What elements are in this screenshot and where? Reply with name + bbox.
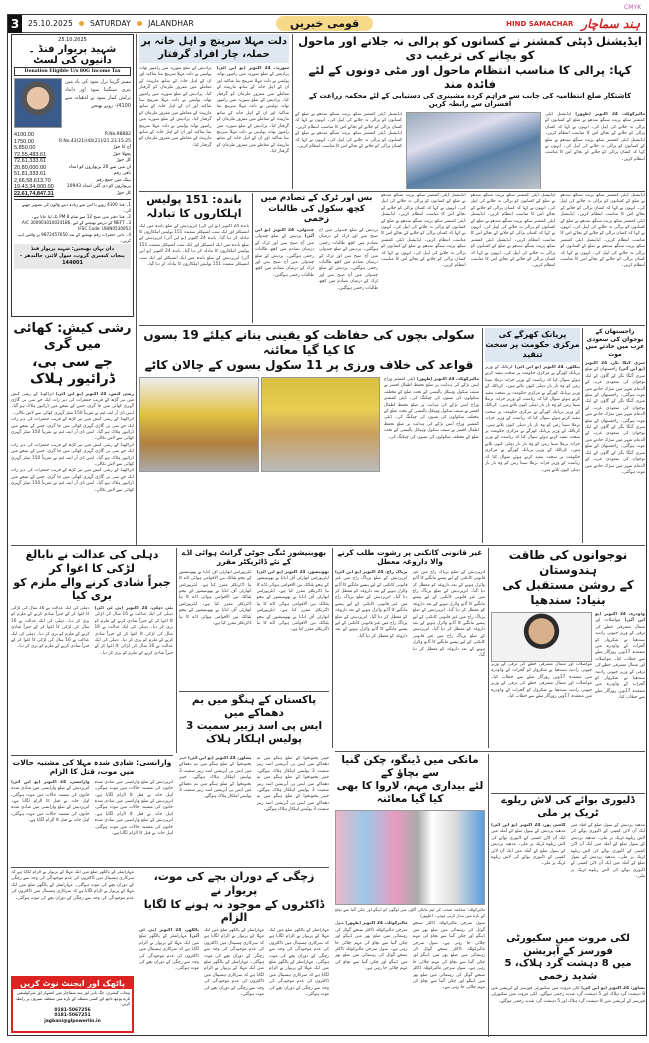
tax-eligibility-note: Donation Eligible U/s 80G Income Tax [14,67,131,76]
article-lakki-marwat: لکی مروت میں سکیورٹی فورسز کے آپریشن میں 8 دہشت گرد ہلاک، 5 شدید زخمی پشاور، 24 اکتوبر (یو این آئی) لکی مروت میں سکیورٹی فورسز کے آپریشن میں 8 دہشت گرد ہلاک اور 5 دہشت گرد شدید زخمی ہوگئے۔ لکی مروت میں سکیورٹی فورسز کے آپریشن میں 8 دہشت گرد ہلاک اور 5 دہشت گرد شدید زخمی ہوگئے۔ [491,933,645,1004]
article-rishikesh [11,321,134,521]
fund-date: 25.10.2025 [58,37,87,43]
article-pakistan-body: خیبر پختونخوا کے ضلع ہنگو میں بم دھماکے میں ایس پی آپریشن اسد زبیر سمیت 3 پولیس اہلکار ہلاک ہوگئے۔ خیبر پختونخوا کے ضلع ہنگو میں بم دھماکے میں ایس پی آپریشن اسد زبیر سمیت 3 پولیس اہلکار ہلاک ہوگئے۔ خیبر پختونخوا کے ضلع ہنگو میں بم دھماکے میں ایس پی آپریشن اسد زبیر سمیت 3 پولیس اہلکار ہلاک ہوگئے۔ پشاور، 24 اکتوبر (یو این آئی) خیبر پختونخوا کے ضلع ہنگو میں بم دھماکے میں ایس پی آپریشن اسد زبیر سمیت 3 پولیس اہلکار ہلاک ہوگئے۔ خیبر پختونخوا کے ضلع ہنگو میں بم دھماکے میں ایس پی آپریشن اسد زبیر سمیت 3 پولیس اہلکار ہلاک ہوگئے۔ [179,756,329,813]
article-bus-truck: بس اور ٹرک کے تصادم میں کچھ سکول کی طالبات زخمی پردیش کے ضلع چندولی میں آج صبح بس اور ٹرک کے درمیان تصادم میں کچھ طالبات زخمی ہوگئیں۔ پردیش کے ضلع چندولی میں آج صبح بس اور ٹرک کے درمیان تصادم میں کچھ طالبات زخمی ہوگئیں۔ پردیش کے ضلع چندولی میں آج صبح بس اور ٹرک کے درمیان تصادم میں کچھ طالبات زخمی ہوگئیں۔ چندولی، 24 اکتوبر (یو این آئی) پردیش کے ضلع چندولی میں آج صبح بس اور ٹرک کے درمیان تصادم میں کچھ طالبات زخمی ہوگئیں۔ پردیش کے ضلع چندولی میں آج صبح بس اور ٹرک کے درمیان تصادم میں کچھ طالبات زخمی ہوگئیں۔ [255,193,378,291]
page-number: 3 [8,15,22,33]
headline: پاکستان کے ہنگو میں بم دھماکے میں [191,694,317,720]
article-pakistan-hangu [179,694,329,754]
headline: ایڈیشنل ڈپٹی کمشنر نے کسانوں کو پرالی نہ جلانے اور ماحول کو بچانے کی ترغیب دی [298,34,642,63]
ledger-row: 72,55,483.61 پچھلا جوڑ [14,151,131,158]
article-body-cont: اتراکھنڈ کے رشی کیش میں نیر گڑھ کے قریب جمعرات کی دیر رات ایک جے سی بی گاڑی گہری کھائی میں جا گری، جس کے نتیجے میں ڈرائیور ہلاک ہو گیا۔ ایس ڈی آر ایف ٹیم نے تقریباً 150 میٹر گہری کھائی سے لاش نکالی۔ [11,417,134,442]
headline: باندہ: 151 پولیس [146,193,242,206]
print-mark: CMYK [624,4,641,11]
ledger-row: 72,61,333.61 کل جوڑ [14,158,131,164]
article-bhubaneswar: بھوبنیشور ٹنگی جوٹی گرانٹ ہوائی اڈے کے نئے ڈائریکٹر مقرر بھونیشور، 24 اکتوبر (یو این آئی) ایئرپورٹس اتھارٹی آف انڈیا نے بھوبنیشور کے بیجو پٹنائک بین الاقوامی ہوائی اڈے کا نیا ڈائریکٹر مقرر کیا ہے۔ ایئرپورٹس اتھارٹی آف انڈیا نے بھوبنیشور کے بیجو پٹنائک بین الاقوامی ہوائی اڈے کا نیا ڈائریکٹر مقرر کیا ہے۔ ایئرپورٹس اتھارٹی آف انڈیا نے بھوبنیشور کے بیجو پٹنائک بین الاقوامی ہوائی اڈے کا نیا ڈائریکٹر مقرر کیا ہے۔ ایئرپورٹس اتھارٹی آف انڈیا نے بھوبنیشور کے بیجو پٹنائک بین الاقوامی ہوائی اڈے کا نیا ڈائریکٹر مقرر کیا ہے۔ ایئرپورٹس اتھارٹی آف انڈیا نے بھوبنیشور کے بیجو پٹنائک بین الاقوامی ہوائی اڈے کا نیا ڈائریکٹر مقرر کیا ہے۔ ایئرپورٹس اتھارٹی آف انڈیا نے بھوبنیشور کے بیجو پٹنائک بین الاقوامی ہوائی اڈے کا نیا ڈائریکٹر مقرر کیا ہے۔ [179,548,329,633]
issue-date: 25.10.2025 [28,19,73,28]
ledger-row: 2,66,58,613.70 بینک میں جمع رقم [14,177,131,184]
school-bus-inspection-photo [261,377,381,472]
article-school-bus [139,328,479,538]
donor-photo [14,78,62,128]
article-sarpanch [139,34,289,189]
headline: رشی کیش: کھائی میں گری [13,321,132,353]
article-body-cont: اتراکھنڈ کے رشی کیش میں نیر گڑھ کے قریب جمعرات کی دیر رات ایک جے سی بی گاڑی گہری کھائی میں جا گری، جس کے نتیجے میں ڈرائیور ہلاک ہو گیا۔ ایس ڈی آر ایف ٹیم نے تقریباً 150 میٹر گہری کھائی سے لاش نکالی۔ [11,442,134,467]
article-body-cont: اتراکھنڈ کے رشی کیش میں نیر گڑھ کے قریب جمعرات کی دیر رات ایک جے سی بی گاڑی گہری کھائی میں جا گری، جس کے نتیجے میں ڈرائیور ہلاک ہو گیا۔ ایس ڈی آر ایف ٹیم نے تقریباً 150 میٹر گہری کھائی سے لاش نکالی۔ [11,468,134,493]
headline: ڈاکٹروں کے موجود نہ ہونے کا لگایا الزام [143,897,325,925]
masthead [8,15,646,33]
phone-number[interactable]: 0181-5067256 [54,1007,91,1013]
article-body-cont: ایڈیشنل ڈپٹی کمشنر سکھ پریت سنگھ سدھو نے ضلع کے کسانوں کو پرالی نہ جلانے کی اپیل کی۔ انہوں نے کہا کہ کسان پرالی کو جلانے کے بجائے اس کا مناسب انتظام کریں۔ ایڈیشنل ڈپٹی کمشنر سکھ پریت سنگھ سدھو نے ضلع کے کسانوں کو پرالی نہ جلانے کی اپیل کی۔ انہوں نے کہا کہ کسان پرالی کو جلانے کے بجائے اس کا مناسب انتظام کریں۔ [295,112,402,150]
article-rajasthan-youth: راجستھان کے نوجوان کی سعودی عرب میں حادثے میں موت سری گنگا نگر، 24 اکتوبر (یو این آئی) راجستھان کے ضلع سری گنگا نگر کے گاؤں کے ایک نوجوان کی سعودی عرب کے الدمام شہر میں سڑک حادثے میں موت ہوگئی۔ راجستھان کے ضلع سری گنگا نگر کے گاؤں کے ایک نوجوان کی سعودی عرب کے الدمام شہر میں سڑک حادثے میں موت ہوگئی۔ راجستھان کے ضلع سری گنگا نگر کے گاؤں کے ایک نوجوان کی سعودی عرب کے الدمام شہر میں سڑک حادثے میں موت ہوگئی۔ راجستھان کے ضلع سری گنگا نگر کے گاؤں کے ایک نوجوان کی سعودی عرب کے الدمام شہر میں سڑک حادثے میں موت ہوگئی۔ [585,328,645,475]
ledger-row: 22,61,74,847.31 کل جوڑ [14,190,131,197]
headline: لکی مروت میں سکیورٹی فورسز کے آپریشن [506,933,630,957]
article-stubble [295,34,645,189]
phone-number[interactable]: 0181-5067251 [54,1013,91,1019]
headline: جے سی بی، ڈرائیور ہلاک [30,353,115,387]
separator-dot-icon [79,21,84,26]
fund-footer: دان یہاں بھیجیں: شہید پریوار فنڈ پنجاب کیسری گروپ، سول لائنز، جالندھر - 144001 [14,244,131,269]
article-delivery-boy: ڈلیوری بوائے کی لاش ریلوے ٹریک پر ملی مدھیہ پردیش کے بیتول ضلع کے آملہ میں ایک آن لائن کمپنی کے ڈلیوری بوائے کی لاش ریلوے ٹریک پر ملی۔ مدھیہ پردیش کے بیتول ضلع کے آملہ میں ایک آن لائن کمپنی کے ڈلیوری بوائے کی لاش ریلوے ٹریک پر ملی۔ مدھیہ پردیش کے بیتول ضلع کے آملہ میں ایک آن لائن کمپنی کے ڈلیوری بوائے کی لاش ریلوے ٹریک پر ملی۔ کاشی پور، 24 اکتوبر (یو این آئی) مدھیہ پردیش کے بیتول ضلع کے آملہ میں ایک آن لائن کمپنی کے ڈلیوری بوائے کی لاش ریلوے ٹریک پر ملی۔ مدھیہ پردیش کے بیتول ضلع کے آملہ میں ایک آن لائن کمپنی کے ڈلیوری بوائے کی لاش ریلوے ٹریک پر ملی۔ [491,795,645,880]
article-continued: مہاراشٹر کے پالگھر ضلع میں ایک مہلا کے پریوار نے الزام لگایا ہے کہ سرکاری ہسپتال میں ڈاکٹروں کی عدم موجودگی کی وجہ سے زچگی کے دوران بچے کی موت ہوگئی۔ مہاراشٹر کے پالگھر ضلع میں ایک مہلا کے پریوار نے الزام لگایا ہے کہ سرکاری ہسپتال میں ڈاکٹروں کی عدم موجودگی کی وجہ سے زچگی کے دوران بچے کی موت ہوگئی۔ [11,870,134,901]
headline: ایس پی اسد زبیر سمیت 3 پولیس اہلکار ہلاک [185,720,323,746]
fund-instructions: 1۔ فنڈ 4100 روپے یا اس سے زیادہ دینے والوں کی تصویر چھپے گی۔ 2۔ فنڈ دفتر میں صبح 12 سے شام 8 PM تک لیا جاتا ہے۔ 3۔ NEFT کے ذریعے بھیجنے کے لیے A/C 300903010024186, IFSC Code: UBIN0530952 4۔ دانی حضرات رقم بھیجنے کے بعد 9872457650 پر واٹس ایپ کریں۔ [14,199,131,244]
headline: سکولی بچوں کی حفاظت کو یقینی بنانے کیلئے 19 بسوں کا کیا گیا معائنہ [143,328,475,357]
article-kanungo-suspended: غیر قانونی کانکنی پر رشوت طلب کرنے والا داروغہ معطل اترپردیش کے ضلع پریاگ راج میں غیر قانونی کانکنی کے لیے پیسے مانگنے کا آڈیو وائرل ہونے کے بعد داروغہ کو معطل کر دیا گیا۔ اترپردیش کے ضلع پریاگ راج میں غیر قانونی کانکنی کے لیے پیسے مانگنے کا آڈیو وائرل ہونے کے بعد داروغہ کو معطل کر دیا گیا۔ اترپردیش کے ضلع پریاگ راج میں غیر قانونی کانکنی کے لیے پیسے مانگنے کا آڈیو وائرل ہونے کے بعد داروغہ کو معطل کر دیا گیا۔ اترپردیش کے ضلع پریاگ راج میں غیر قانونی کانکنی کے لیے پیسے مانگنے کا آڈیو وائرل ہونے کے بعد داروغہ کو معطل کر دیا گیا۔ پریاگ راج، 24 اکتوبر (یو این آئی) اترپردیش کے ضلع پریاگ راج میں غیر قانونی کانکنی کے لیے پیسے مانگنے کا آڈیو وائرل ہونے کے بعد داروغہ کو معطل کر دیا گیا۔ اترپردیش کے ضلع پریاگ راج میں غیر قانونی کانکنی کے لیے پیسے مانگنے کا آڈیو وائرل ہونے کے بعد داروغہ کو معطل کر دیا گیا۔ اترپردیش کے ضلع پریاگ راج میں غیر قانونی کانکنی کے لیے پیسے مانگنے کا آڈیو وائرل ہونے کے بعد داروغہ کو معطل کر دیا گیا۔ [335,548,485,659]
headline: جبراً شادی کرنے والے ملزم کو بری کیا [13,575,171,603]
article-delhi-court: دہلی کی عدالت نے نابالغ لڑکی کا اغوا کر جبراً شادی کرنے والے ملزم کو بری کیا نئی دہلی، 24 اکتوبر (پی ٹی آئی) دہلی کی ایک عدالت نے 16 سال کی لڑکی کا اغوا کر کے جبراً شادی کرنے کے ملزم کو بری کر دیا۔ دہلی کی ایک عدالت نے 16 سال کی لڑکی کا اغوا کر کے جبراً شادی کرنے کے ملزم کو بری کر دیا۔ دہلی کی ایک عدالت نے 16 سال کی لڑکی کا اغوا کر کے جبراً شادی کرنے کے ملزم کو بری کر دیا۔ دہلی کی ایک عدالت نے 16 سال کی لڑکی کا اغوا کر کے جبراً شادی کرنے کے ملزم کو بری کر دیا۔ دہلی کی ایک عدالت نے 16 سال کی لڑکی کا اغوا کر کے جبراً شادی کرنے کے ملزم کو بری کر دیا۔ دہلی کی ایک عدالت نے 16 سال کی لڑکی کا اغوا کر کے جبراً شادی کرنے کے ملزم کو بری کر دیا۔ [11,548,173,656]
headline: مانکی میں ڈینگو، چکن گنیا سے بچاؤ کے [341,754,479,780]
article-body: مالیرکوٹلہ، 24 اکتوبر (طہور) ڈپٹی کمشنر وراج ایس تڑکے کی ہدایت پر ضلع تحفظ اطفال افسر نے سیف سکول وہیکل پالیسی کے تحت ضلع کے مختلف سکولوں کی بسوں کی چیکنگ کی۔ ڈپٹی کمشنر وراج ایس تڑکے کی ہدایت پر ضلع تحفظ اطفال افسر نے سیف سکول وہیکل پالیسی کے تحت ضلع کے مختلف سکولوں کی بسوں کی چیکنگ کی۔ ڈپٹی کمشنر وراج ایس تڑکے کی ہدایت پر ضلع تحفظ اطفال افسر نے سیف سکول وہیکل پالیسی کے تحت ضلع کے مختلف سکولوں کی بسوں کی چیکنگ کی۔ [384,377,479,440]
article-stubble-continued: ایڈیشنل ڈپٹی کمشنر سکھ پریت سنگھ سدھو نے ضلع کے کسانوں کو پرالی نہ جلانے کی اپیل کی۔ انہوں نے کہا کہ کسان پرالی کو جلانے کے بجائے اس کا مناسب انتظام کریں۔ ایڈیشنل ڈپٹی کمشنر سکھ پریت سنگھ سدھو نے ضلع کے کسانوں کو پرالی نہ جلانے کی اپیل کی۔ انہوں نے کہا کہ کسان پرالی کو جلانے کے بجائے اس کا مناسب انتظام کریں۔ ایڈیشنل ڈپٹی کمشنر سکھ پریت سنگھ سدھو نے ضلع کے کسانوں کو پرالی نہ جلانے کی اپیل کی۔ انہوں نے کہا کہ کسان پرالی کو جلانے کے بجائے اس کا مناسب انتظام کریں۔ ایڈیشنل ڈپٹی کمشنر سکھ پریت سنگھ سدھو نے ضلع کے کسانوں کو پرالی نہ جلانے کی اپیل کی۔ انہوں نے کہا کہ کسان پرالی کو جلانے کے بجائے اس کا مناسب انتظام کریں۔ ایڈیشنل ڈپٹی کمشنر سکھ پریت سنگھ سدھو نے ضلع کے کسانوں کو پرالی نہ جلانے کی اپیل کی۔ انہوں نے کہا کہ کسان پرالی کو جلانے کے بجائے اس کا مناسب انتظام کریں۔ ایڈیشنل ڈپٹی کمشنر سکھ پریت سنگھ سدھو نے ضلع کے کسانوں کو پرالی نہ جلانے کی اپیل کی۔ انہوں نے کہا کہ کسان پرالی کو جلانے کے بجائے اس کا مناسب انتظام کریں۔ ایڈیشنل ڈپٹی کمشنر سکھ پریت سنگھ سدھو نے ضلع کے کسانوں کو پرالی نہ جلانے کی اپیل کی۔ انہوں نے کہا کہ کسان پرالی کو جلانے کے بجائے اس کا مناسب انتظام کریں۔ ایڈیشنل ڈپٹی کمشنر سکھ پریت سنگھ سدھو نے ضلع کے کسانوں کو پرالی نہ جلانے کی اپیل کی۔ انہوں نے کہا کہ کسان پرالی کو جلانے کے بجائے اس کا مناسب انتظام کریں۔ ایڈیشنل ڈپٹی کمشنر سکھ پریت سنگھ سدھو نے ضلع کے کسانوں کو پرالی نہ جلانے کی اپیل کی۔ انہوں نے کہا کہ کسان پرالی کو جلانے کے بجائے اس کا مناسب انتظام کریں۔ [381,193,645,269]
article-childbirth-death: زچگی کے دوران بچے کی موت، پریوار نے ڈاکٹروں کے موجود نہ ہونے کا لگایا الزام مہاراشٹر کے پالگھر ضلع میں ایک مہلا کے پریوار نے الزام لگایا ہے کہ سرکاری ہسپتال میں ڈاکٹروں کی عدم موجودگی کی وجہ سے زچگی کے دوران بچے کی موت ہوگئی۔ مہاراشٹر کے پالگھر ضلع میں ایک مہلا کے پریوار نے الزام لگایا ہے کہ سرکاری ہسپتال میں ڈاکٹروں کی عدم موجودگی کی وجہ سے زچگی کے دوران بچے کی موت ہوگئی۔ مہاراشٹر کے پالگھر ضلع میں ایک مہلا کے پریوار نے الزام لگایا ہے کہ سرکاری ہسپتال میں ڈاکٹروں کی عدم موجودگی کی وجہ سے زچگی کے دوران بچے کی موت ہوگئی۔ مہاراشٹر کے پالگھر ضلع میں ایک مہلا کے پریوار نے الزام لگایا ہے کہ سرکاری ہسپتال میں ڈاکٹروں کی عدم موجودگی کی وجہ سے زچگی کے دوران بچے کی موت ہوگئی۔ پالگھر، 24 اکتوبر (پی ٹی آئی) مہاراشٹر کے پالگھر ضلع میں ایک مہلا کے پریوار نے الزام لگایا ہے کہ سرکاری ہسپتال میں ڈاکٹروں کی عدم موجودگی کی وجہ سے زچگی کے دوران بچے کی موت ہوگئی۔ [139,870,329,998]
headline: بھوبنیشور ٹنگی جوٹی گرانٹ ہوائی اڈے کے نئے ڈائریکٹر مقرر [181,548,327,567]
article-body: رشی کیش، 24 اکتوبر (یو این آئی) اتراکھنڈ کے رشی کیش میں نیر گڑھ کے قریب جمعرات کی دیر رات ایک جے سی بی گاڑی گہری کھائی میں جا گری، جس کے نتیجے میں ڈرائیور ہلاک ہو گیا۔ ایس ڈی آر ایف ٹیم نے تقریباً 150 میٹر گہری کھائی سے لاش نکالی۔ [11,391,134,416]
headline: کے روشن مستقبل کی بنیاد: سندھیا [502,578,634,607]
fund-title: شہید پریوار فنڈ ۔ دانیوں کی لسٹ [28,44,117,66]
brand-urdu: ہند سماچار [581,17,640,31]
headline: بس اور ٹرک کے تصادم میں کچھ سکول کی طالبات زخمی [260,193,373,225]
headline: میں 8 دہشت گرد ہلاک، 5 شدید زخمی [504,958,632,982]
article-dengue-awareness: مانکی میں ڈینگو، چکن گنیا سے بچاؤ کے لئے بیداری مہم، لاروا کا بھی کیا گیا معائنہ مالیرکوٹلہ: محکمہ صحت کی ٹیم مانکی گاؤں میں لوگوں کو ڈینگو اور چکن گنیا سے بچاؤ کے بارے میں بیدار کرتی ہوئی۔ (طہور) سول سرجن مالیرکوٹلہ ڈاکٹر سنجے گوئل کی رہنمائی میں ضلع بھر میں ڈینگو اور چکن گنیا سے بچاؤ کی مہم چلائی جا رہی ہے۔ سول سرجن مالیرکوٹلہ ڈاکٹر سنجے گوئل کی رہنمائی میں ضلع بھر میں ڈینگو اور چکن گنیا سے بچاؤ کی مہم چلائی جا رہی ہے۔ سول سرجن مالیرکوٹلہ ڈاکٹر سنجے گوئل کی رہنمائی میں ضلع بھر میں ڈینگو اور چکن گنیا سے بچاؤ کی مہم چلائی جا رہی ہے۔ مالیرکوٹلہ، 24 اکتوبر (طہور) سول سرجن مالیرکوٹلہ ڈاکٹر سنجے گوئل کی رہنمائی میں ضلع بھر میں ڈینگو اور چکن گنیا سے بچاؤ کی مہم چلائی جا رہی ہے۔ سول سرجن مالیرکوٹلہ ڈاکٹر سنجے گوئل کی رہنمائی میں ضلع بھر میں ڈینگو اور چکن گنیا سے بچاؤ کی مہم چلائی جا رہی ہے۔ [335,754,485,991]
section-title: قومی خبریں [276,16,373,31]
separator-dot-icon [137,21,142,26]
headline: اہلکاروں کا تبادلہ [146,206,242,220]
article-scindia: نوجوانوں کی طاقت ہندوستان کے روشن مستقبل کی بنیاد: سندھیا وڈودرہ، 24 اکتوبر (یو این آئی) مواصلات اور شمال مشرقی خطے کی ترقی کے وزیر جیوتی رادتیہ سندھیا نے شکروار کو گجرات کے وڈودرہ میں منعقدہ 17ویں روزگار میلے سے خطاب کیا۔ مواصلات اور شمال مشرقی خطے کی ترقی کے وزیر جیوتی رادتیہ سندھیا نے شکروار کو گجرات کے وڈودرہ میں منعقدہ 17ویں روزگار میلے سے خطاب کیا۔ مواصلات اور شمال مشرقی خطے کی ترقی کے وزیر جیوتی رادتیہ سندھیا نے شکروار کو گجرات کے وڈودرہ میں منعقدہ 17ویں روزگار میلے سے خطاب کیا۔ مواصلات اور شمال مشرقی خطے کی ترقی کے وزیر جیوتی رادتیہ سندھیا نے شکروار کو گجرات کے وڈودرہ میں منعقدہ 17ویں روزگار میلے سے خطاب کیا۔ [491,548,645,701]
headline: لئے بیداری مہم، لاروا کا بھی کیا گیا معائنہ [336,780,484,806]
headline: دہلی کی عدالت نے نابالغ لڑکی کا اغوا کر [25,548,159,575]
scindia-photo [491,612,592,662]
brand-english: HIND SAMACHAR [506,20,574,28]
edition-city: JALANDHAR [148,19,194,28]
brand-logo [506,17,640,31]
newspaper-page [7,14,647,1036]
reader-agent-notice [11,976,134,1033]
health-team-photo [335,810,485,905]
martyr-family-fund-box [11,34,134,317]
ledger-row: 19,43,34,900.00 10943 پریواروں کو دی گئی امداد [14,184,131,190]
ledger-row: 51,81,333.61 باقی رقم [14,171,131,177]
school-bus-inspection-photo [139,377,259,472]
notice-body: پنجاب کیسری، جگ بانی اور ہند سماچار میں اشتہار اور سرکولیشن بارے پوچھ تاچھ اور کسی مسئلہ کے بارے میں متعلقہ نمبروں پر رابطہ کریں: [15,990,130,1006]
ledger-row: 4100.00 R.No.98882 [14,132,131,138]
subheadline: کاشتکار ضلع انتظامیہ کی جانب سے فراہم کردہ مشینری کی دستیابی کے لئے محکمہ زراعت کے افسران سے رابطہ کریں [308,91,632,109]
article-banda [139,193,249,323]
headline: غیر قانونی کانکنی پر رشوت طلب کرنے والا داروغہ معطل [337,548,483,567]
article-body: باندہ 24 اکتوبر (یو این آئی) اترپردیش کے ضلع باندہ میں ایک انسپکٹر اور ایک سب انسپکٹر سمیت 151 پولیس اہلکاروں کا تبادلہ کر دیا گیا۔ باندہ 24 اکتوبر (یو این آئی) اترپردیش کے ضلع باندہ میں ایک انسپکٹر اور ایک سب انسپکٹر سمیت 151 پولیس اہلکاروں کا تبادلہ کر دیا گیا۔ باندہ 24 اکتوبر (یو این آئی) اترپردیش کے ضلع باندہ میں ایک انسپکٹر اور ایک سب انسپکٹر سمیت 151 پولیس اہلکاروں کا تبادلہ کر دیا گیا۔ [139,223,249,267]
donor-caption: مسز گریبا نرل سود کی یاد میں پتری سنگیتا سود اور داماد ترلش کمار سود نے لدھیانہ سے 4100/- روپے بھیجے [65,79,131,109]
headline: زچگی کے دوران بچے کی موت، پریوار نے [153,870,315,897]
headline: قواعد کی خلاف ورزی پر 11 سکول بسوں کے چالان کاٹے [144,358,474,372]
article-body: مالیرکوٹلہ، 24 اکتوبر (طہور) ایڈیشنل ڈپٹی کمشنر سکھ پریت سنگھ سدھو نے ضلع کے کسانوں کو پرالی نہ جلانے کی اپیل کی۔ انہوں نے کہا کہ کسان پرالی کو جلانے کے بجائے اس کا مناسب انتظام کریں۔ ایڈیشنل ڈپٹی کمشنر سکھ پریت سنگھ سدھو نے ضلع کے کسانوں کو پرالی نہ جلانے کی اپیل کی۔ انہوں نے کہا کہ کسان پرالی کو جلانے کے بجائے اس کا مناسب انتظام کریں۔ [545,112,645,162]
email-link[interactable]: jagbani@glpowerlin.in [44,1019,101,1025]
article-body-cont: پرادیش کے ضلع سوریہ میں رامپور تھانہ پولیس نے دلت مہلا سرپنچ نیتا شاکیہ اور ان کے اہل خانہ کے ساتھ مارپیٹ کے معاملے میں مفرور ملزمان کو گرفتار کیا۔ پرادیش کے ضلع سوریہ میں رامپور تھانہ پولیس نے دلت مہلا سرپنچ نیتا شاکیہ اور ان کے اہل خانہ کے ساتھ مارپیٹ کے معاملے میں مفرور ملزمان کو گرفتار کیا۔ پرادیش کے ضلع سوریہ میں رامپور تھانہ پولیس نے دلت مہلا سرپنچ نیتا شاکیہ اور ان کے اہل خانہ کے ساتھ مارپیٹ کے معاملے میں مفرور ملزمان کو گرفتار کیا۔ [139,66,212,148]
ledger-row: 5,850.00 آج کا جوڑ [14,145,131,151]
ledger-row: 20,80,000.00 ان میں سے 20 پریواروں کو امداد [14,164,131,171]
article-varanasi: وارانسی: شادی شدہ مہلا کی مشتبہ حالات میں موت، قتل کا الزام اترپردیش کے ضلع وارانسی میں شادی شدہ خاتون کی مشتبہ حالات میں موت ہوگئی، اہل خانہ نے قتل کا الزام لگایا ہے۔ اترپردیش کے ضلع وارانسی میں شادی شدہ خاتون کی مشتبہ حالات میں موت ہوگئی، اہل خانہ نے قتل کا الزام لگایا ہے۔ اترپردیش کے ضلع وارانسی میں شادی شدہ خاتون کی مشتبہ حالات میں موت ہوگئی، اہل خانہ نے قتل کا الزام لگایا ہے۔ وارانسی، 24 اکتوبر (یو این آئی) اترپردیش کے ضلع وارانسی میں شادی شدہ خاتون کی مشتبہ حالات میں موت ہوگئی، اہل خانہ نے قتل کا الزام لگایا ہے۔ اترپردیش کے ضلع وارانسی میں شادی شدہ خاتون کی مشتبہ حالات میں موت ہوگئی، اہل خانہ نے قتل کا الزام لگایا ہے۔ [11,758,173,836]
headline: دلت مہلا سرپنچ و اہل خانہ پر حملہ، چار افراد گرفتار [139,34,289,63]
notice-title: پاٹھک اور ایجنٹ نوٹ کریں [13,978,132,989]
headline: کہا: پرالی کا مناسب انتظام ماحول اور مٹی دونوں کے لئے فائدہ مند [308,62,632,92]
fund-ledger [14,132,131,197]
ledger-row: 1750.00 R.No.43(21)/44(21)/21.23.15.25 [14,138,131,145]
headline: وارانسی: شادی شدہ مہلا کی مشتبہ حالات میں موت، قتل کا الزام [12,758,172,777]
article-karnataka: پریانک کھرگے کی مرکزی حکومت پر سخت تنقید بنگلور، 24 اکتوبر (یو این آئی) کرناٹک کے وزیر پریانک کھرگے نے مرکزی حکومت پر سخت تنقید کرتے ہوئے سوال کیا کہ ریاست کے وزیر خزانہ نرملا سیتا رمن کو وہ بار بار دہلی کیوں بلاتے ہیں۔ کرناٹک کے وزیر پریانک کھرگے نے مرکزی حکومت پر سخت تنقید کرتے ہوئے سوال کیا کہ ریاست کے وزیر خزانہ نرملا سیتا رمن کو وہ بار بار دہلی کیوں بلاتے ہیں۔ کرناٹک کے وزیر پریانک کھرگے نے مرکزی حکومت پر سخت تنقید کرتے ہوئے سوال کیا کہ ریاست کے وزیر خزانہ نرملا سیتا رمن کو وہ بار بار دہلی کیوں بلاتے ہیں۔ کرناٹک کے وزیر پریانک کھرگے نے مرکزی حکومت پر سخت تنقید کرتے ہوئے سوال کیا کہ ریاست کے وزیر خزانہ نرملا سیتا رمن کو وہ بار بار دہلی کیوں بلاتے ہیں۔ کرناٹک کے وزیر پریانک کھرگے نے مرکزی حکومت پر سخت تنقید کرتے ہوئے سوال کیا کہ ریاست کے وزیر خزانہ نرملا سیتا رمن کو وہ بار بار دہلی کیوں بلاتے ہیں۔ [485,330,580,473]
headline: راجستھان کے نوجوان کی سعودی عرب میں حادثے میں موت [585,328,645,358]
issue-day: SATURDAY [89,19,132,28]
farmers-meeting-photo [406,112,541,189]
headline: پریانک کھرگے کی مرکزی حکومت پر سخت تنقید [485,328,580,362]
headline: ڈلیوری بوائے کی لاش ریلوے ٹریک پر ملی [501,795,635,819]
headline: نوجوانوں کی طاقت ہندوستان [508,548,628,577]
photo-caption: مالیرکوٹلہ: محکمہ صحت کی ٹیم مانکی گاؤں میں لوگوں کو ڈینگو اور چکن گنیا سے بچاؤ کے بارے میں بیدار کرتی ہوئی۔ (طہور) [335,906,485,918]
article-body: سوریہ، 24 اکتوبر (یو این آئی) پرادیش کے ضلع سوریہ میں رامپور تھانہ پولیس نے دلت مہلا سرپنچ نیتا شاکیہ اور ان کے اہل خانہ کے ساتھ مارپیٹ کے معاملے میں مفرور ملزمان کو گرفتار کیا۔ پرادیش کے ضلع سوریہ میں رامپور تھانہ پولیس نے دلت مہلا سرپنچ نیتا شاکیہ اور ان کے اہل خانہ کے ساتھ مارپیٹ کے معاملے میں مفرور ملزمان کو گرفتار کیا۔ پرادیش کے ضلع سوریہ میں رامپور تھانہ پولیس نے دلت مہلا سرپنچ نیتا شاکیہ اور ان کے اہل خانہ کے ساتھ مارپیٹ کے معاملے میں مفرور ملزمان کو گرفتار کیا۔ [216,66,289,155]
